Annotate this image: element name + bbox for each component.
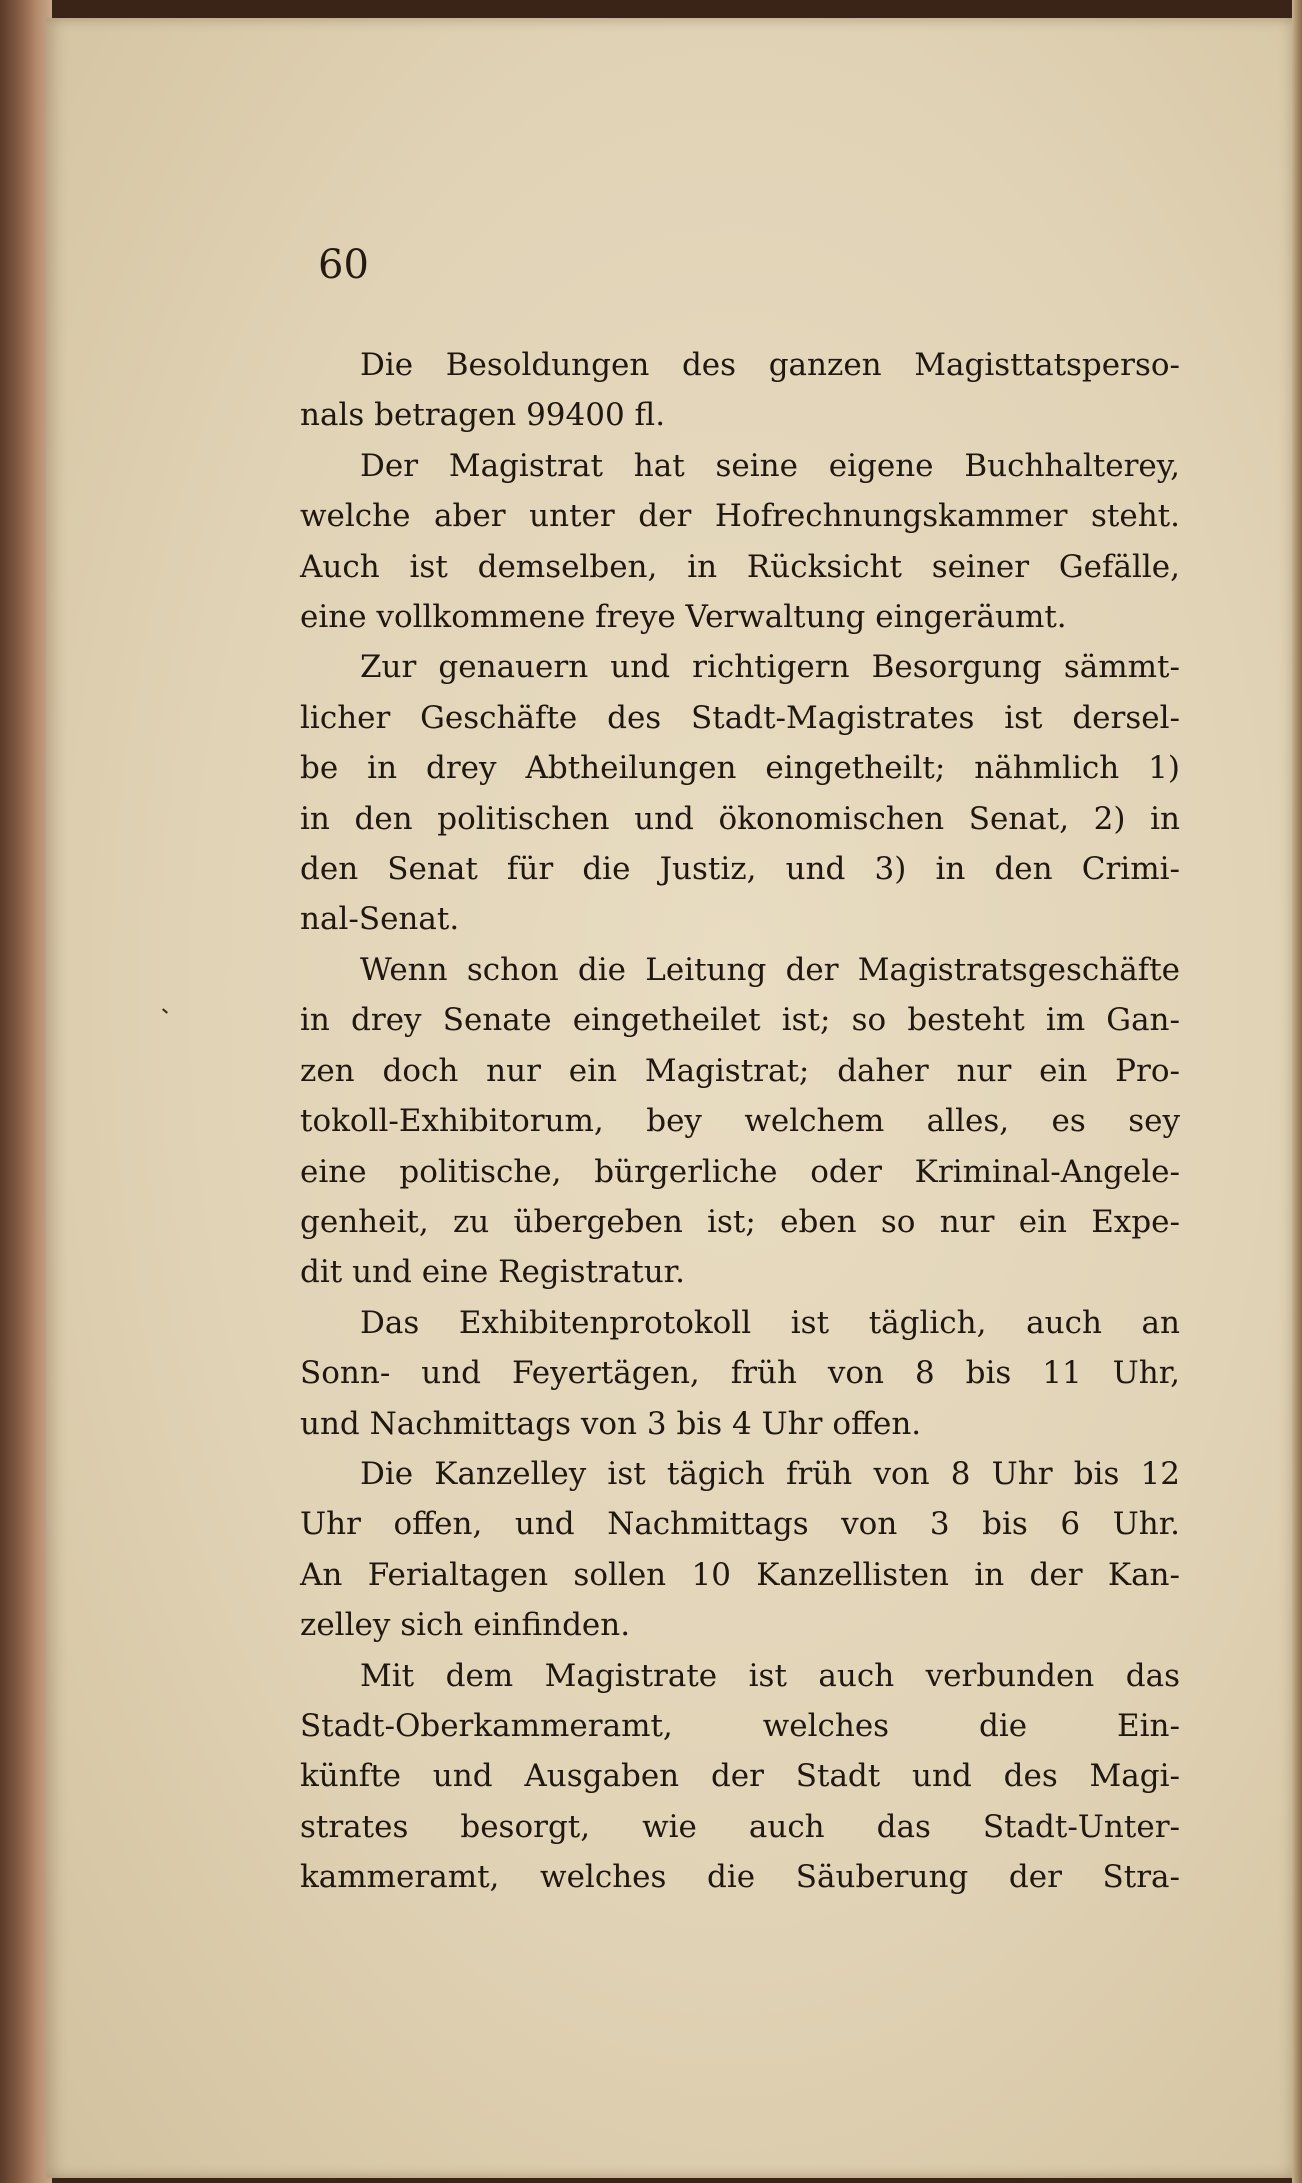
text-line: in den politischen und ökonomischen Senat, 2) in: [300, 800, 1180, 837]
body-text: [300, 340, 1180, 1903]
page-edge: [1292, 0, 1302, 2183]
text-line: Wenn schon die Leitung der Magistratsgeschäfte: [360, 951, 1180, 988]
text-line: Stadt-Oberkammeramt, welches die Ein-: [300, 1707, 1180, 1744]
paragraph-chamber-office: [300, 1651, 1180, 1903]
paragraph-chancery-hours: [300, 1449, 1180, 1651]
text-line: zen doch nur ein Magistrat; daher nur ein Pro-: [300, 1052, 1180, 1089]
text-line: genheit, zu übergeben ist; eben so nur ein Expe-: [300, 1203, 1180, 1240]
paragraph-magistrate: [300, 945, 1180, 1298]
text-line: strates besorgt, wie auch das Stadt-Unter-: [300, 1808, 1180, 1845]
paragraph-accounting: [300, 441, 1180, 643]
text-line: tokoll-Exhibitorum, bey welchem alles, es sey: [300, 1103, 1180, 1140]
paragraph-senates: [300, 642, 1180, 944]
text-line: dit und eine Registratur.: [300, 1254, 685, 1291]
text-line: Mit dem Magistrate ist auch verbunden das: [360, 1657, 1180, 1694]
text-line: Die Besoldungen des ganzen Magisttatsperso-: [360, 347, 1180, 383]
book-spine: [0, 0, 52, 2183]
text-line: An Ferialtagen sollen 10 Kanzellisten in der Kan-: [300, 1556, 1180, 1593]
text-line: be in drey Abtheilungen eingetheilt; nähmlich 1): [300, 750, 1180, 787]
text-line: und Nachmittags von 3 bis 4 Uhr offen.: [300, 1405, 922, 1442]
text-line: Auch ist demselben, in Rücksicht seiner Gefälle,: [300, 548, 1180, 585]
text-line: kammeramt, welches die Säuberung der Stra-: [300, 1859, 1180, 1896]
text-line: licher Geschäfte des Stadt-Magistrates ist dersel-: [300, 699, 1180, 736]
text-line: künfte und Ausgaben der Stadt und des Magi-: [300, 1758, 1180, 1795]
paragraph-protocol-hours: [300, 1298, 1180, 1449]
text-line: eine politische, bürgerliche oder Kriminal-Angele-: [300, 1153, 1180, 1190]
text-line: Sonn- und Feyertägen, früh von 8 bis 11 Uhr,: [300, 1355, 1180, 1392]
paragraph-salaries: [300, 340, 1180, 441]
text-line: Zur genauern und richtigern Besorgung sämmt-: [360, 649, 1180, 686]
text-line: welche aber unter der Hofrechnungskammer steht.: [300, 498, 1180, 535]
text-line: den Senat für die Justiz, und 3) in den Crimi-: [300, 851, 1180, 888]
text-line: zelley sich einfinden.: [300, 1607, 631, 1644]
text-line: Der Magistrat hat seine eigene Buchhalterey,: [360, 447, 1180, 484]
text-line: Das Exhibitenprotokoll ist täglich, auch an: [360, 1304, 1180, 1341]
text-line: eine vollkommene freye Verwaltung eingeräumt.: [300, 599, 1067, 636]
page-number: 60: [318, 242, 369, 288]
text-line: in drey Senate eingetheilet ist; so besteht im Gan-: [300, 1002, 1180, 1039]
text-line: Uhr offen, und Nachmittags von 3 bis 6 Uhr.: [300, 1506, 1180, 1543]
text-line: nal-Senat.: [300, 901, 460, 938]
text-line: nals betragen 99400 fl.: [300, 397, 666, 434]
text-line: Die Kanzelley ist tägich früh von 8 Uhr bis 12: [360, 1455, 1180, 1492]
